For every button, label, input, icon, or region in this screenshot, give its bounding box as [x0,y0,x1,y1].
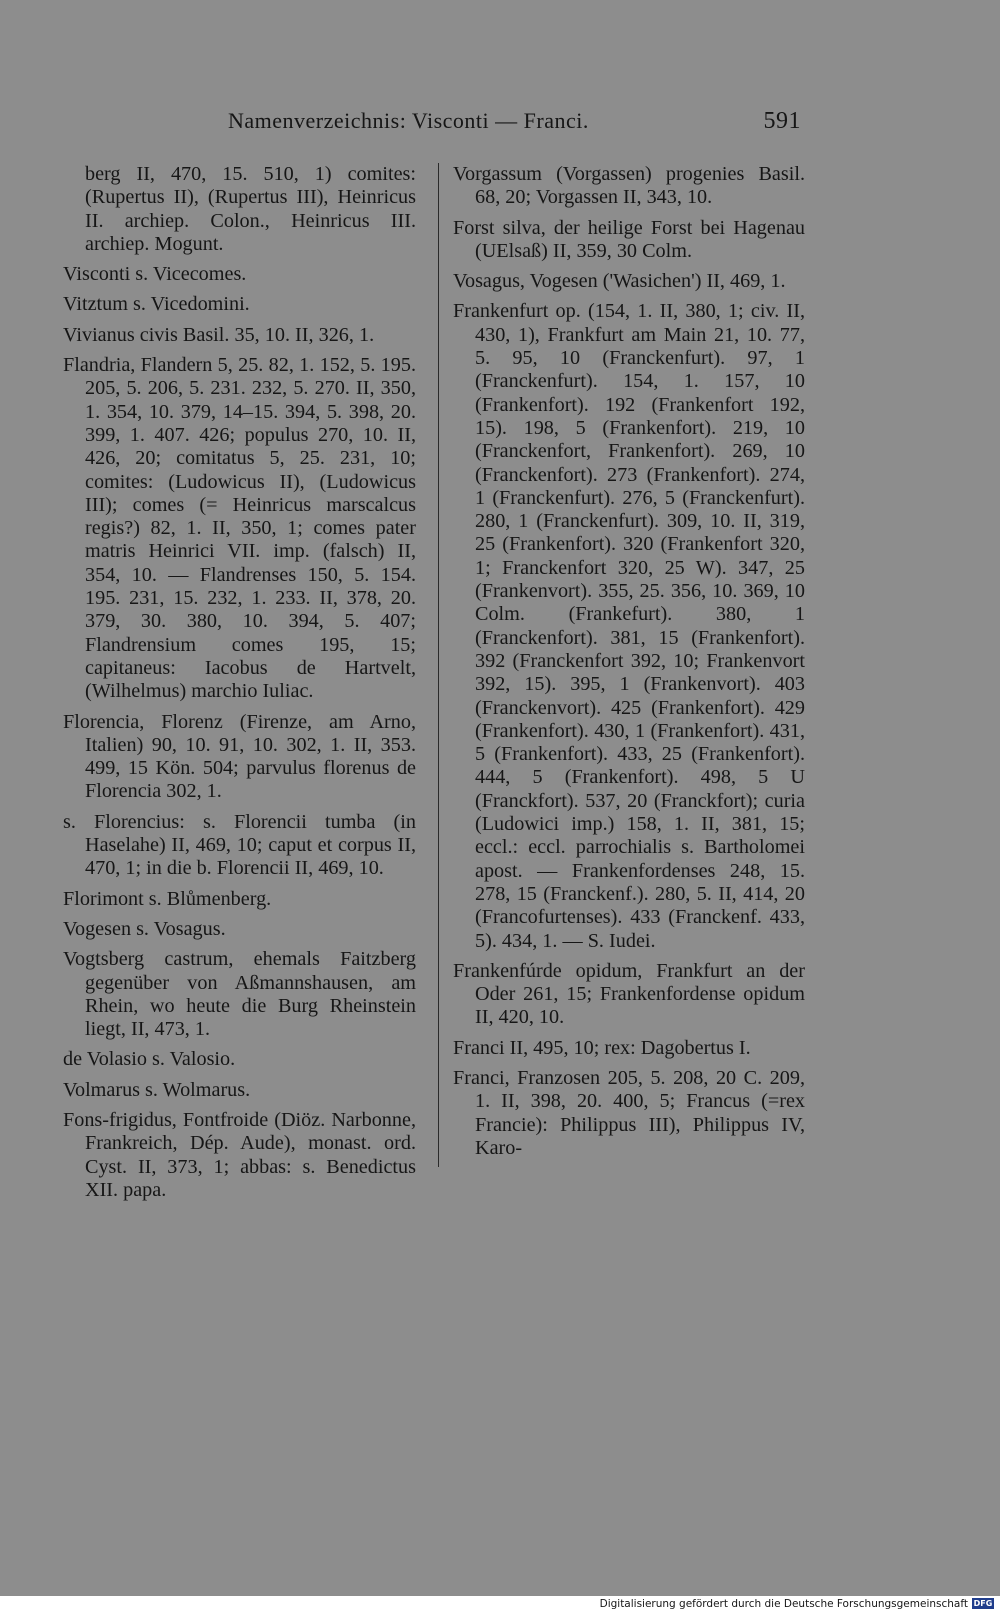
dfg-logo-icon: DFG [973,1599,993,1608]
index-entry: s. Florencius: s. Florencii tumba (in Haselahe) II, 469, 10; caput et corpus II, 470, 1; in die b. Florencii II, 469, 10. [63,810,416,880]
page-number: 591 [763,108,801,134]
index-entry: berg II, 470, 15. 510, 1) comites: (Rupertus II), (Rupertus III), Heinricus II. archiep. Colon., Heinricus III. archiep. Mogunt. [85,163,416,255]
index-entry: Franci, Franzosen 205, 5. 208, 20 C. 209, 1. II, 398, 20. 400, 5; Francus (=rex Francie): Philippus III), Philippus IV, Karo- [453,1066,805,1159]
index-entry: Florencia, Florenz (Firenze, am Arno, Italien) 90, 10. 91, 10. 302, 1. II, 353. 499, 15 Kön. 504; parvulus florenus de Florencia 302, 1. [63,710,416,803]
left-column [63,163,416,1209]
running-head-title: Namenverzeichnis: Visconti — Franci. [228,108,589,133]
right-column [438,163,805,1167]
index-entry: Visconti s. Vicecomes. [63,263,247,286]
index-entry: Vogesen s. Vosagus. [63,917,226,940]
index-entry: Florimont s. Blůmenberg. [63,887,272,910]
index-entry: Forst silva, der heilige Forst bei Hagenau (UElsaß) II, 359, 30 Colm. [453,216,805,262]
index-entry: de Volasio s. Valosio. [63,1048,236,1071]
funding-credit: Digitalisierung gefördert durch die Deutsche Forschungsgemeinschaft [599,1598,968,1610]
index-entry: Fons-frigidus, Fontfroide (Diöz. Narbonne, Frankreich, Dép. Aude), monast. ord. Cyst. II, 373, 1; abbas: s. Benedictus XII. papa. [63,1108,416,1201]
index-entry: Vitztum s. Vicedomini. [63,293,250,316]
index-entry: Frankenfúrde opidum, Frankfurt an der Oder 261, 15; Frankenfordense opidum II, 420, 10. [453,959,805,1029]
index-entry: Vivianus civis Basil. 35, 10. II, 326, 1. [63,323,375,346]
index-entry: Volmarus s. Wolmarus. [63,1078,251,1101]
index-entry: Franci II, 495, 10; rex: Dagobertus I. [453,1036,751,1059]
index-entry: Flandria, Flandern 5, 25. 82, 1. 152, 5. 195. 205, 5. 206, 5. 231. 232, 5. 270. II, 350, 1. 354, 10. 379, 14–15. 394, 5. 398, 20. 399, 1. 407. 426; populus 270, 10. II, 426, 20; comitatus 5, 25. 231, 10; comites: (Ludowicus II), (Ludowicus III); comes (= Heinricus marscalcus regis?) 82, 1. II, 350, 1; comes pater matris Heinrici VII. imp. (falsch) II, 354, 10. — Flandrenses 150, 5. 154. 195. 231, 15. 232, 1. 233. II, 378, 20. 379, 30. 380, 10. 394, 5. 407; Flandrensium comes 195, 15; capitaneus: Iacobus de Hartvelt, (Wilhelmus) marchio Iuliac. [63,354,416,703]
index-entry: Vosagus, Vogesen ('Wasichen') II, 469, 1. [453,270,786,293]
running-head [228,104,801,138]
index-entry: Vogtsberg castrum, ehemals Faitzberg gegenüber von Aßmannshausen, am Rhein, wo heute die Burg Rheinstein liegt, II, 473, 1. [63,948,416,1041]
index-entry: Frankenfurt op. (154, 1. II, 380, 1; civ. II, 430, 1), Frankfurt am Main 21, 10. 77, 5. 95, 10 (Franckenfurt). 97, 1 (Franckenfurt). 154, 1. 157, 10 (Frankenfort). 192 (Frankenfort 192, 15). 198, 5 (Frankenfort). 219, 10 (Franckenfort, Frankenfort). 269, 10 (Franckenfort). 273 (Frankenfort). 274, 1 (Franckenfurt). 276, 5 (Franckenfurt). 280, 1 (Franckenfurt). 309, 10. II, 319, 25 (Frankenfort). 320 (Frankenfort 320, 1; Franckenfort 320, 25 W). 347, 25 (Frankenvort). 355, 25. 356, 10. 369, 10 Colm. (Frankefurt). 380, 1 (Franckenfort). 381, 15 (Frankenfort). 392 (Franckenfort 392, 10; Frankenvort 392, 15). 395, 1 (Frankenvort). 403 (Franckenvort). 425 (Frankenfort). 429 (Frankenfort). 430, 1 (Frankenfort). 431, 5 (Frankenfort). 433, 25 (Frankenfort). 444, 5 (Frankenfort). 498, 5 U (Franckfort). 537, 20 (Franckfort); curia (Ludowici imp.) 158, 1. II, 381, 15; eccl.: eccl. parrochialis s. Bartholomei apost. — Frankenfordenses 248, 15. 278, 15 (Franckenf.). 280, 5. II, 414, 20 (Francofurtenses). 433 (Franckenf. 433, 5). 434, 1. — S. Iudei. [453,300,805,952]
index-entry: Vorgassum (Vorgassen) progenies Basil. 68, 20; Vorgassen II, 343, 10. [453,163,805,209]
footer-bar [0,1596,1000,1612]
